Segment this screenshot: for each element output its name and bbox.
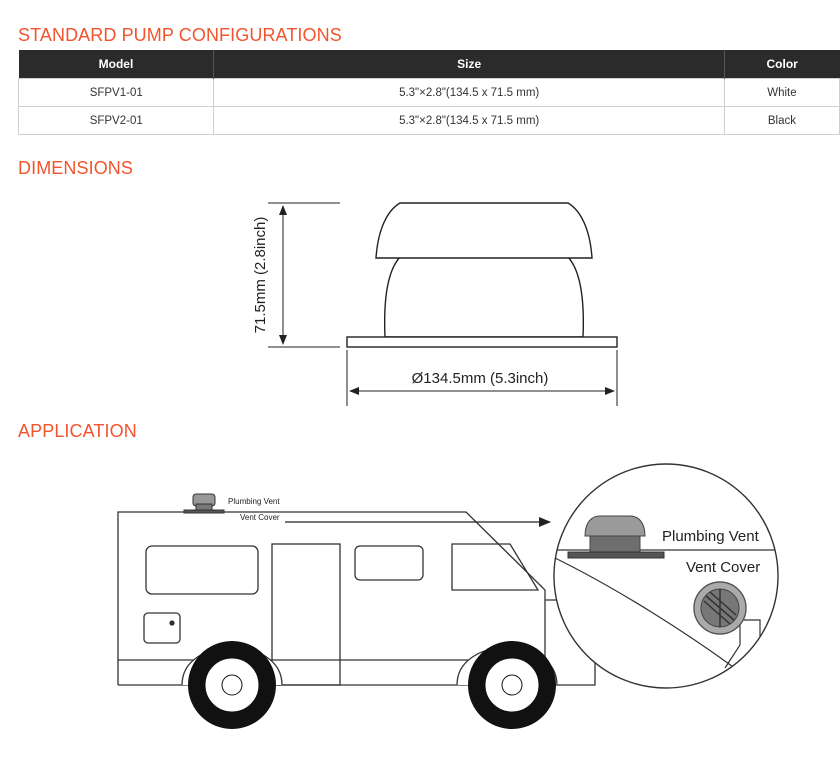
cell-model: SFPV1-01 (19, 79, 214, 107)
width-label: Ø134.5mm (5.3inch) (411, 370, 549, 387)
configurations-table (18, 50, 840, 135)
front-wheel (468, 641, 556, 729)
zoom-label-cover: Vent Cover (686, 559, 761, 576)
zoom-detail (540, 464, 800, 700)
roof-vent-small (184, 494, 224, 513)
zoom-label-vent: Plumbing Vent (662, 528, 759, 545)
cell-size: 5.3"×2.8"(134.5 x 71.5 mm) (214, 107, 724, 135)
table-row (19, 79, 840, 107)
dimension-drawing (0, 180, 840, 410)
vent-side-profile (347, 203, 617, 347)
vent-cover-zoomed (694, 582, 746, 634)
configurations-title: STANDARD PUMP CONFIGURATIONS (18, 25, 342, 45)
height-dimension (268, 203, 340, 347)
header-color: Color (724, 50, 839, 79)
header-size: Size (214, 50, 724, 79)
cell-color: White (724, 79, 839, 107)
dimensions-title: DIMENSIONS (18, 158, 134, 178)
table-row (19, 107, 840, 135)
application-illustration (0, 440, 840, 765)
small-label-vent: Plumbing Vent (228, 497, 280, 506)
table-header-row (19, 50, 840, 79)
small-label-cover: Vent Cover (240, 513, 280, 522)
application-title: APPLICATION (18, 421, 137, 441)
cell-size: 5.3"×2.8"(134.5 x 71.5 mm) (214, 79, 724, 107)
rear-wheel (188, 641, 276, 729)
cell-color: Black (724, 107, 839, 135)
height-label: 71.5mm (2.8inch) (252, 216, 269, 334)
cell-model: SFPV2-01 (19, 107, 214, 135)
header-model: Model (19, 50, 214, 79)
